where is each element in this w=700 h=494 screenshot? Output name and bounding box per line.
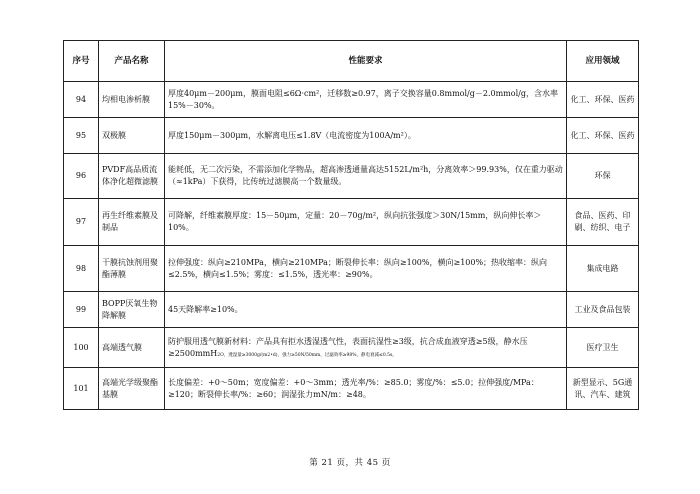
row-application: 医疗卫生 <box>567 328 639 368</box>
row-seq: 96 <box>64 154 99 199</box>
table-row <box>64 292 639 328</box>
row-application: 食品、医药、印刷、纺织、电子 <box>567 199 639 246</box>
row-product-name: BOPP厌氧生物降解膜 <box>99 292 165 328</box>
row-application: 化工、环保、医药 <box>567 118 639 154</box>
row-performance: 长度偏差：+0～50m；宽度偏差：+0～3mm；透光率/%：≥85.0；雾度/%：≤5.0；拉伸强度/MPa：≥120；断裂伸长率/%：≥60；润湿张力mN/m：≥48。 <box>165 368 567 410</box>
page-number-footer: 第 21 页，共 45 页 <box>309 458 391 468</box>
row-performance <box>165 328 567 368</box>
table-row <box>64 246 639 292</box>
table-row <box>64 199 639 246</box>
table-row <box>64 118 639 154</box>
row-product-name: 高端光学级聚酯基膜 <box>99 368 165 410</box>
row-performance: 可降解，纤维素膜厚度：15－50μm，定量：20－70g/m²，纵向抗张强度＞30N/15mm，纵向伸长率＞10%。 <box>165 199 567 246</box>
row-application: 环保 <box>567 154 639 199</box>
row-application: 工业及食品包装 <box>567 292 639 328</box>
row-seq: 101 <box>64 368 99 410</box>
row-seq: 98 <box>64 246 99 292</box>
table-row <box>64 328 639 368</box>
row-application: 集成电路 <box>567 246 639 292</box>
row-product-name: 均相电渗析膜 <box>99 82 165 118</box>
table-row <box>64 368 639 410</box>
row-seq: 97 <box>64 199 99 246</box>
row-seq: 95 <box>64 118 99 154</box>
row-performance-main: 防护服用透气膜新材料：产品具有拒水透湿透气性，表面抗湿性≥3级，抗合成血液穿透≥5级，静水压≥2500mmH <box>168 336 528 358</box>
table-row <box>64 82 639 118</box>
row-performance: 厚度150μm－300μm，水解离电压≤1.8V（电流密度为100A/m²）。 <box>165 118 567 154</box>
product-spec-table <box>63 40 639 410</box>
header-application: 应用领域 <box>567 41 639 82</box>
table-header-row <box>64 41 639 82</box>
row-performance-small: 2O，透湿量≥3000g/(m2•d)，强力≥50N/50mm，过滤效率≥98%，静电衰减≤0.5s。 <box>217 352 397 358</box>
header-product-name: 产品名称 <box>99 41 165 82</box>
row-product-name: 双极膜 <box>99 118 165 154</box>
header-seq: 序号 <box>64 41 99 82</box>
row-seq: 94 <box>64 82 99 118</box>
table-row <box>64 154 639 199</box>
row-product-name: PVDF高品质流体净化超微滤膜 <box>99 154 165 199</box>
row-seq: 99 <box>64 292 99 328</box>
row-product-name: 再生纤维素膜及制品 <box>99 199 165 246</box>
row-performance: 能耗低，无二次污染，不需添加化学物品，超高渗透通量高达5152L/m²h，分离效率＞99.93%，仅在重力驱动（≈1kPa）下获得，比传统过滤膜高一个数量级。 <box>165 154 567 199</box>
row-performance: 45天降解率≥10%。 <box>165 292 567 328</box>
row-application: 新型显示、5G通讯、汽车、建筑 <box>567 368 639 410</box>
row-performance: 拉伸强度：纵向≥210MPa，横向≥210MPa；断裂伸长率：纵向≥100%，横向≥100%；热收缩率：纵向≤2.5%，横向≤1.5%；雾度：≤1.5%，透光率：≥90%。 <box>165 246 567 292</box>
row-application: 化工、环保、医药 <box>567 82 639 118</box>
row-product-name: 高端透气膜 <box>99 328 165 368</box>
row-performance: 厚度40μm－200μm，膜面电阻≤6Ω·cm²，迁移数≥0.97，离子交换容量0.8mmol/g－2.0mmol/g，含水率15%－30%。 <box>165 82 567 118</box>
row-seq: 100 <box>64 328 99 368</box>
row-product-name: 干膜抗蚀剂用聚酯薄膜 <box>99 246 165 292</box>
header-performance: 性能要求 <box>165 41 567 82</box>
